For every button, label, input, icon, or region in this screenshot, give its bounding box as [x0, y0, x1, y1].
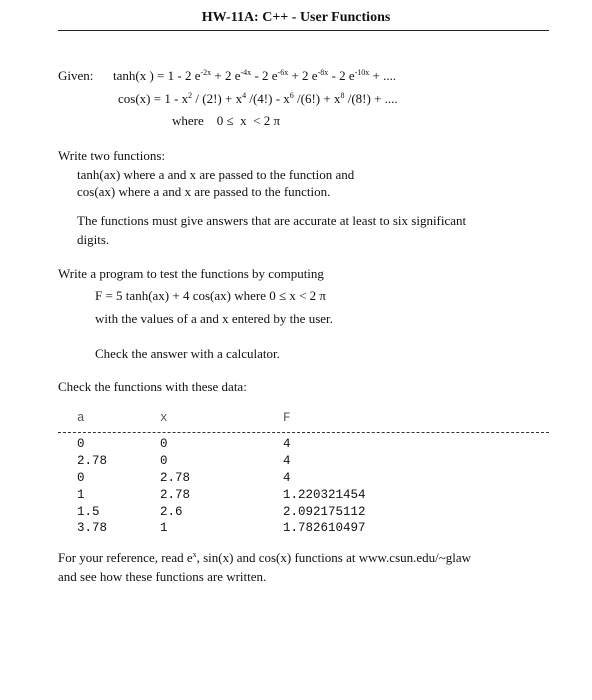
program-formula: F = 5 tanh(ax) + 4 cos(ax) where 0 ≤ x < 2 π — [95, 288, 326, 303]
cell-a: 1 — [77, 488, 85, 502]
check-data-heading: Check the functions with these data: — [58, 379, 247, 394]
cell-f: 1.782610497 — [283, 521, 366, 535]
reference-line-2: and see how these functions are written. — [58, 569, 267, 584]
page-title: HW-11A: C++ - User Functions — [201, 10, 391, 25]
reference-line-1: For your reference, read $e^x$, sin(x) and cos(x) functions at www.csun.edu/~glaw — [58, 550, 472, 565]
program-intro: Write a program to test the functions by computing — [58, 266, 324, 281]
cell-x: 2.78 — [160, 488, 191, 502]
cell-x: 0 — [160, 437, 168, 451]
cell-a: 2.78 — [77, 454, 108, 468]
title-underline — [58, 30, 549, 31]
calculator-check: Check the answer with a calculator. — [95, 346, 280, 361]
given-label: Given: — [58, 68, 94, 83]
cell-a: 1.5 — [77, 505, 100, 519]
accuracy-line-1: The functions must give answers that are accurate at least to six significant — [77, 213, 467, 228]
domain-condition: where 0 ≤ x < 2 π — [172, 113, 281, 128]
cell-f: 2.092175112 — [283, 505, 366, 519]
cell-a: 0 — [77, 437, 85, 451]
cell-f: 4 — [283, 471, 291, 485]
write-two-heading: Write two functions: — [58, 148, 166, 163]
table-header-divider — [58, 432, 549, 433]
cell-x: 2.6 — [160, 505, 183, 519]
program-input-note: with the values of a and x entered by the user. — [95, 311, 333, 326]
cell-a: 3.78 — [77, 521, 108, 535]
cell-f: 1.220321454 — [283, 488, 366, 502]
column-header-a: a — [77, 411, 85, 425]
column-header-x: x — [160, 411, 168, 425]
cos-series: $\cos(x) = 1 - x^2 / (2!) + x^4$ $/(4!) - x^6$ $/(6!) + x^8$ /(8!) + .... — [118, 91, 398, 106]
cell-x: 0 — [160, 454, 168, 468]
tanh-function-desc: tanh(ax) where a and x are passed to the function and — [77, 167, 355, 182]
cell-f: 4 — [283, 454, 291, 468]
tanh-series: tanh(x ) = 1 - 2 $e^{-2x} + 2$ $e^{-4x} - 2$ $e^{-6x} + 2$ $e^{-8x} - 2$ $e^{-10x}$ + .... — [113, 68, 397, 83]
cell-x: 1 — [160, 521, 168, 535]
cell-x: 2.78 — [160, 471, 191, 485]
cos-function-desc: cos(ax) where a and x are passed to the function. — [77, 184, 331, 199]
accuracy-line-2: digits. — [77, 232, 110, 247]
column-header-f: F — [283, 411, 291, 425]
cell-a: 0 — [77, 471, 85, 485]
cell-f: 4 — [283, 437, 291, 451]
